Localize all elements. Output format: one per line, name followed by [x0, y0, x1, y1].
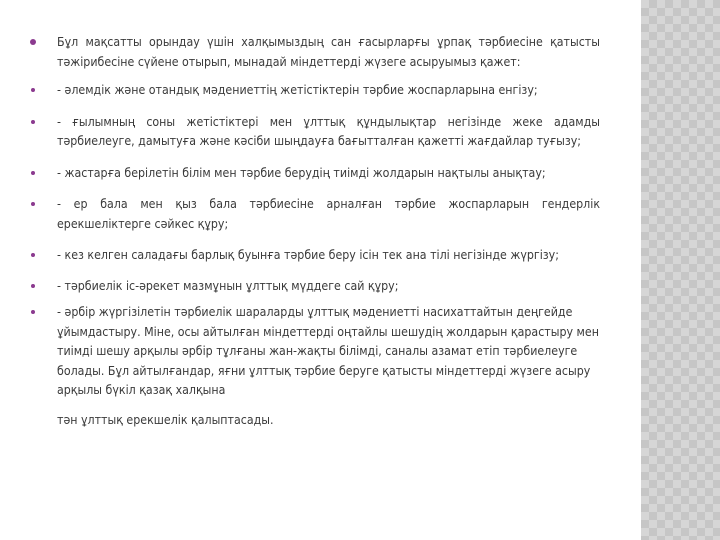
list-item [28, 164, 600, 184]
bullet-list [28, 33, 600, 430]
bullet-icon [31, 310, 35, 314]
closing-line: тән ұлттық ерекшелік қалыптасады. [57, 412, 274, 427]
list-item [28, 246, 600, 266]
list-item [28, 33, 600, 72]
bullet-icon [31, 120, 35, 124]
paragraph-text: - тәрбиелік іс-әрекет мазмұнын ұлттық мүддеге сай құру; [57, 278, 399, 293]
bullet-icon [31, 284, 35, 288]
paragraph-text: - ер бала мен қыз бала тәрбиесіне арналған тәрбие жоспарларын гендерлік ерекшеліктерге сәйкес құру; [57, 197, 600, 231]
paragraph-text: Бұл мақсатты орындау үшін халқымыздың сан ғасырларғы ұрпақ тәрбиесіне қатысты тәжірибесіне сүйене отырып, мынадай міндеттерді жүзеге асыруымыз қажет: [57, 35, 600, 69]
list-item [28, 195, 600, 234]
bullet-icon [31, 253, 35, 257]
list-item [28, 277, 600, 297]
list-item [28, 303, 600, 430]
list-item [28, 113, 600, 152]
bullet-icon [31, 88, 35, 92]
decorative-pattern-strip [641, 0, 720, 540]
list-item [28, 81, 600, 101]
bullet-icon [31, 202, 35, 206]
paragraph-text: - әрбір жүргізілетін тәрбиелік шараларды ұлттық мәдениетті насихаттайтын деңгейде ұйымдастыру. Міне, осы айтылған міндеттерді оңтайлы шешудің жолдарын қарастыру мен тиімді шешу арқылы әрбір тұлғаны жан-жақты білімді, саналы азамат етіп тәрбиелеуге болады. Бұл айтылғандар, яғни ұлттық тәрбие беруге қатысты міндеттерді жүзеге асыру арқылы бүкіл қазақ халқына [57, 305, 599, 397]
bullet-icon [31, 171, 35, 175]
paragraph-text: - жастарға берілетін білім мен тәрбие берудің тиімді жолдарын нақтылы анықтау; [57, 165, 546, 180]
paragraph-text: - әлемдік және отандық мәдениеттің жетістіктерін тәрбие жоспарларына енгізу; [57, 83, 538, 97]
paragraph-text: - ғылымның соны жетістіктері мен ұлттық құндылықтар негізінде жеке адамды тәрбиелеуге, дамытуға және кәсіби шыңдауға бағытталған қажетті жағдайлар туғызу; [57, 114, 600, 148]
bullet-icon [30, 39, 36, 45]
paragraph-text: - кез келген саладағы барлық буынға тәрбие беру ісін тек ана тілі негізінде жүргізу; [57, 248, 559, 262]
